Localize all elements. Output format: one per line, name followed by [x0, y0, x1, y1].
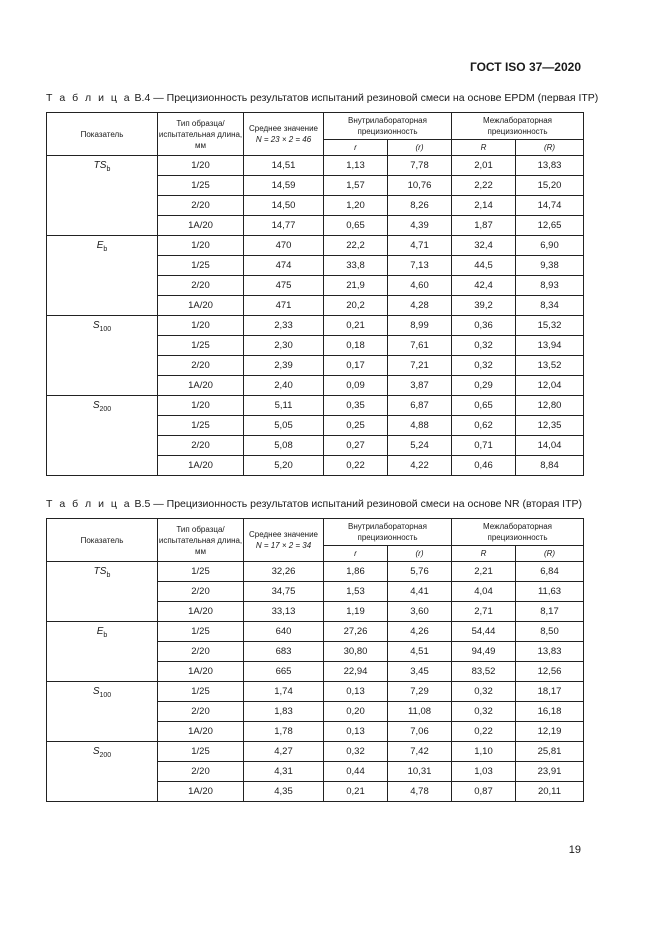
- table-cell: 14,50: [244, 196, 324, 216]
- table-cell: 7,21: [388, 356, 452, 376]
- table-cell: 8,17: [516, 602, 584, 622]
- table-cell: 1/20: [158, 236, 244, 256]
- table-cell: 1,87: [452, 216, 516, 236]
- table-cell: 3,87: [388, 376, 452, 396]
- table-cell: 14,59: [244, 176, 324, 196]
- header-indicator: Показатель: [47, 113, 158, 156]
- table-cell: 2/20: [158, 642, 244, 662]
- table-cell: 1/25: [158, 622, 244, 642]
- table-cell: 0,32: [452, 336, 516, 356]
- table-cell: 2/20: [158, 582, 244, 602]
- table-cell: 83,52: [452, 662, 516, 682]
- table-cell: 0,29: [452, 376, 516, 396]
- table-caption-b5: [46, 498, 582, 510]
- table-cell: 1/25: [158, 176, 244, 196]
- table-cell: 32,4: [452, 236, 516, 256]
- table-row: [47, 562, 584, 582]
- table-cell: 10,76: [388, 176, 452, 196]
- header-r-paren: (r): [388, 140, 452, 156]
- indicator-cell: [47, 316, 158, 396]
- table-cell: 23,91: [516, 762, 584, 782]
- indicator-cell: [47, 156, 158, 236]
- table-row: [47, 742, 584, 762]
- table-cell: 4,51: [388, 642, 452, 662]
- table-cell: 0,13: [324, 682, 388, 702]
- table-cell: 8,93: [516, 276, 584, 296]
- table-cell: 1,19: [324, 602, 388, 622]
- table-cell: 5,05: [244, 416, 324, 436]
- table-cell: 12,04: [516, 376, 584, 396]
- caption-text: В.5 — Прецизионность результатов испытаний резиновой смеси на основе NR (вторая ITP): [134, 498, 583, 510]
- table-cell: 2,30: [244, 336, 324, 356]
- header-r-paren: (r): [388, 546, 452, 562]
- table-cell: 1,10: [452, 742, 516, 762]
- table-cell: 1A/20: [158, 456, 244, 476]
- header-inter: Межлабораторная прецизионность: [452, 519, 584, 546]
- indicator-symbol: S: [92, 686, 100, 697]
- table-cell: 7,06: [388, 722, 452, 742]
- indicator-subscript: 200: [99, 752, 112, 759]
- table-cell: 1,03: [452, 762, 516, 782]
- caption-text: В.4 — Прецизионность результатов испытаний резиновой смеси на основе EPDM (первая ITP): [134, 92, 599, 104]
- indicator-cell: [47, 742, 158, 802]
- table-cell: 2/20: [158, 356, 244, 376]
- precision-table-b4: [46, 112, 584, 476]
- table-cell: 3,45: [388, 662, 452, 682]
- table-cell: 11,08: [388, 702, 452, 722]
- indicator-cell: [47, 682, 158, 742]
- table-cell: 0,21: [324, 316, 388, 336]
- table-cell: 8,34: [516, 296, 584, 316]
- table-cell: 44,5: [452, 256, 516, 276]
- table-cell: 1/20: [158, 156, 244, 176]
- table-cell: 12,80: [516, 396, 584, 416]
- table-cell: 0,17: [324, 356, 388, 376]
- table-cell: 4,31: [244, 762, 324, 782]
- header-R-paren: (R): [516, 546, 584, 562]
- table-cell: 5,24: [388, 436, 452, 456]
- table-cell: 4,28: [388, 296, 452, 316]
- table-cell: 8,84: [516, 456, 584, 476]
- table-cell: 13,83: [516, 156, 584, 176]
- table-cell: 20,11: [516, 782, 584, 802]
- indicator-cell: [47, 236, 158, 316]
- table-cell: 33,13: [244, 602, 324, 622]
- table-cell: 2/20: [158, 702, 244, 722]
- table-cell: 2/20: [158, 436, 244, 456]
- table-cell: 2/20: [158, 196, 244, 216]
- table-cell: 2,33: [244, 316, 324, 336]
- table-cell: 0,32: [452, 682, 516, 702]
- indicator-subscript: b: [103, 632, 108, 639]
- table-cell: 54,44: [452, 622, 516, 642]
- table-cell: 1,53: [324, 582, 388, 602]
- table-cell: 14,04: [516, 436, 584, 456]
- caption-label: Т а б л и ц а: [46, 498, 132, 510]
- indicator-symbol: TS: [93, 160, 107, 171]
- table-body: [47, 562, 584, 802]
- table-cell: 1A/20: [158, 376, 244, 396]
- table-cell: 6,90: [516, 236, 584, 256]
- table-row: [47, 396, 584, 416]
- table-cell: 0,62: [452, 416, 516, 436]
- table-cell: 4,22: [388, 456, 452, 476]
- table-cell: 7,13: [388, 256, 452, 276]
- table-cell: 0,46: [452, 456, 516, 476]
- table-cell: 12,65: [516, 216, 584, 236]
- table-cell: 7,78: [388, 156, 452, 176]
- table-cell: 2,14: [452, 196, 516, 216]
- indicator-symbol: S: [92, 746, 100, 757]
- table-cell: 14,74: [516, 196, 584, 216]
- table-cell: 4,78: [388, 782, 452, 802]
- table-cell: 4,04: [452, 582, 516, 602]
- table-cell: 0,09: [324, 376, 388, 396]
- table-cell: 34,75: [244, 582, 324, 602]
- table-cell: 7,42: [388, 742, 452, 762]
- table-cell: 665: [244, 662, 324, 682]
- header-mean-label: Среднее значение: [248, 124, 319, 133]
- table-row: [47, 236, 584, 256]
- table-cell: 0,21: [324, 782, 388, 802]
- table-cell: 4,60: [388, 276, 452, 296]
- table-cell: 12,19: [516, 722, 584, 742]
- table-cell: 8,99: [388, 316, 452, 336]
- header-r: r: [324, 140, 388, 156]
- header-inter: Межлабораторная прецизионность: [452, 113, 584, 140]
- table-cell: 0,25: [324, 416, 388, 436]
- table-cell: 1/25: [158, 562, 244, 582]
- header-R-paren: (R): [516, 140, 584, 156]
- table-cell: 0,87: [452, 782, 516, 802]
- table-cell: 0,36: [452, 316, 516, 336]
- indicator-subscript: b: [106, 572, 111, 579]
- table-cell: 0,20: [324, 702, 388, 722]
- table-cell: 20,2: [324, 296, 388, 316]
- indicator-subscript: 200: [99, 406, 112, 413]
- table-cell: 1/25: [158, 256, 244, 276]
- table-cell: 1,83: [244, 702, 324, 722]
- header-sample-type: Тип образца/ испытательная длина, мм: [158, 519, 244, 562]
- table-cell: 0,32: [452, 356, 516, 376]
- table-cell: 12,56: [516, 662, 584, 682]
- table-cell: 471: [244, 296, 324, 316]
- table-cell: 1/25: [158, 682, 244, 702]
- table-cell: 15,32: [516, 316, 584, 336]
- table-cell: 22,94: [324, 662, 388, 682]
- table-cell: 1A/20: [158, 662, 244, 682]
- caption-label: Т а б л и ц а: [46, 92, 132, 104]
- header-row: [47, 113, 584, 140]
- table-header: [47, 113, 584, 156]
- header-r: r: [324, 546, 388, 562]
- table-cell: 1A/20: [158, 782, 244, 802]
- page-number: 19: [568, 844, 581, 856]
- table-cell: 27,26: [324, 622, 388, 642]
- table-cell: 2,01: [452, 156, 516, 176]
- table-cell: 10,31: [388, 762, 452, 782]
- indicator-symbol: E: [96, 626, 104, 637]
- table-cell: 4,71: [388, 236, 452, 256]
- indicator-symbol: TS: [93, 566, 107, 577]
- table-cell: 1,13: [324, 156, 388, 176]
- table-cell: 4,27: [244, 742, 324, 762]
- table-header: [47, 519, 584, 562]
- header-R: R: [452, 546, 516, 562]
- table-cell: 1,78: [244, 722, 324, 742]
- table-cell: 0,18: [324, 336, 388, 356]
- table-caption-b4: [46, 92, 598, 104]
- table-cell: 2,39: [244, 356, 324, 376]
- table-cell: 13,83: [516, 642, 584, 662]
- table-cell: 94,49: [452, 642, 516, 662]
- table-cell: 1/25: [158, 742, 244, 762]
- table-cell: 5,08: [244, 436, 324, 456]
- table-cell: 16,18: [516, 702, 584, 722]
- table-cell: 4,88: [388, 416, 452, 436]
- header-n: N = 23 × 2 = 46: [255, 135, 312, 144]
- table-cell: 2,22: [452, 176, 516, 196]
- header-R: R: [452, 140, 516, 156]
- table-cell: 6,87: [388, 396, 452, 416]
- table-cell: 21,9: [324, 276, 388, 296]
- table-cell: 683: [244, 642, 324, 662]
- document-code: ГОСТ ISO 37—2020: [469, 60, 581, 74]
- table-row: [47, 156, 584, 176]
- table-cell: 4,41: [388, 582, 452, 602]
- table-cell: 2,71: [452, 602, 516, 622]
- indicator-cell: [47, 562, 158, 622]
- table-cell: 0,35: [324, 396, 388, 416]
- table-cell: 0,65: [452, 396, 516, 416]
- table-cell: 1,20: [324, 196, 388, 216]
- table-cell: 22,2: [324, 236, 388, 256]
- table-cell: 1/25: [158, 416, 244, 436]
- table-cell: 18,17: [516, 682, 584, 702]
- table-cell: 0,32: [324, 742, 388, 762]
- table-cell: 2/20: [158, 762, 244, 782]
- table-cell: 1A/20: [158, 216, 244, 236]
- precision-table-b5: [46, 518, 584, 802]
- table-cell: 1A/20: [158, 296, 244, 316]
- table-cell: 9,38: [516, 256, 584, 276]
- table-cell: 11,63: [516, 582, 584, 602]
- table-cell: 2,40: [244, 376, 324, 396]
- indicator-symbol: S: [92, 320, 100, 331]
- table-cell: 39,2: [452, 296, 516, 316]
- table-cell: 12,35: [516, 416, 584, 436]
- table-cell: 8,50: [516, 622, 584, 642]
- indicator-subscript: b: [103, 246, 108, 253]
- table-cell: 2/20: [158, 276, 244, 296]
- indicator-subscript: 100: [99, 692, 112, 699]
- table-cell: 2,21: [452, 562, 516, 582]
- table-cell: 1,57: [324, 176, 388, 196]
- header-intra: Внутрилабораторная прецизионность: [324, 113, 452, 140]
- table-cell: 5,76: [388, 562, 452, 582]
- header-mean-label: Среднее значение: [248, 530, 319, 539]
- indicator-subscript: b: [106, 166, 111, 173]
- table-cell: 0,22: [452, 722, 516, 742]
- table-cell: 5,11: [244, 396, 324, 416]
- header-n: N = 17 × 2 = 34: [255, 541, 312, 550]
- indicator-symbol: E: [96, 240, 104, 251]
- header-mean: [244, 113, 324, 156]
- table-cell: 8,26: [388, 196, 452, 216]
- table-cell: 30,80: [324, 642, 388, 662]
- table-cell: 474: [244, 256, 324, 276]
- table-cell: 33,8: [324, 256, 388, 276]
- table-cell: 4,35: [244, 782, 324, 802]
- table-cell: 14,77: [244, 216, 324, 236]
- table-cell: 7,29: [388, 682, 452, 702]
- indicator-cell: [47, 622, 158, 682]
- table-cell: 5,20: [244, 456, 324, 476]
- header-mean: [244, 519, 324, 562]
- table-cell: 14,51: [244, 156, 324, 176]
- table-cell: 0,44: [324, 762, 388, 782]
- table-cell: 1,86: [324, 562, 388, 582]
- indicator-symbol: S: [92, 400, 100, 411]
- table-cell: 32,26: [244, 562, 324, 582]
- table-cell: 475: [244, 276, 324, 296]
- table-cell: 470: [244, 236, 324, 256]
- table-cell: 7,61: [388, 336, 452, 356]
- header-indicator: Показатель: [47, 519, 158, 562]
- table-row: [47, 682, 584, 702]
- indicator-cell: [47, 396, 158, 476]
- table-cell: 1A/20: [158, 602, 244, 622]
- table-cell: 6,84: [516, 562, 584, 582]
- table-cell: 0,22: [324, 456, 388, 476]
- table-cell: 0,27: [324, 436, 388, 456]
- table-row: [47, 622, 584, 642]
- table-cell: 1/20: [158, 396, 244, 416]
- table-row: [47, 316, 584, 336]
- header-row: [47, 519, 584, 546]
- indicator-subscript: 100: [99, 326, 112, 333]
- table-cell: 0,65: [324, 216, 388, 236]
- table-cell: 0,13: [324, 722, 388, 742]
- table-cell: 1,74: [244, 682, 324, 702]
- header-sample-type: Тип образца/ испытательная длина, мм: [158, 113, 244, 156]
- table-cell: 0,32: [452, 702, 516, 722]
- table-cell: 42,4: [452, 276, 516, 296]
- table-cell: 3,60: [388, 602, 452, 622]
- table-cell: 25,81: [516, 742, 584, 762]
- table-cell: 4,39: [388, 216, 452, 236]
- table-cell: 0,71: [452, 436, 516, 456]
- table-cell: 1A/20: [158, 722, 244, 742]
- table-body: [47, 156, 584, 476]
- table-cell: 15,20: [516, 176, 584, 196]
- table-cell: 1/20: [158, 316, 244, 336]
- table-cell: 13,52: [516, 356, 584, 376]
- table-cell: 640: [244, 622, 324, 642]
- table-cell: 13,94: [516, 336, 584, 356]
- table-cell: 1/25: [158, 336, 244, 356]
- header-intra: Внутрилабораторная прецизионность: [324, 519, 452, 546]
- table-cell: 4,26: [388, 622, 452, 642]
